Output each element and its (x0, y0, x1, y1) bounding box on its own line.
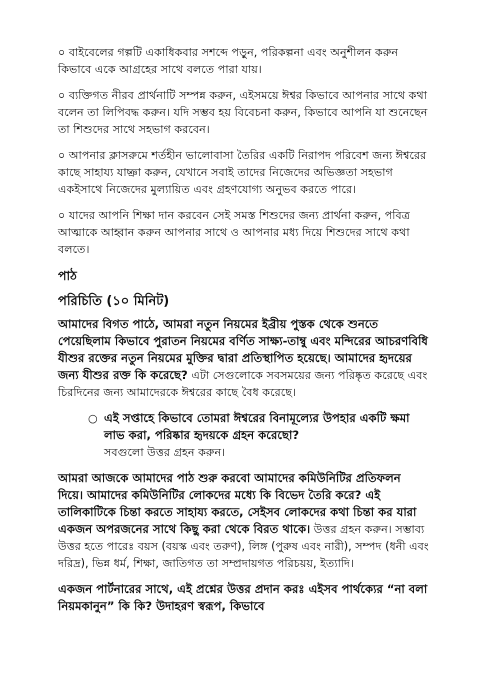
intro-paragraph (58, 316, 429, 401)
partner-paragraph (58, 581, 429, 615)
intro-bold-text: আমাদের বিগত পাঠে, আমরা নতুন নিয়মের ইব্রীয় পুস্তক থেকে শুনতে পেয়েছিলাম কিভাবে পুরাতন নিয়মের বর্ণিত সাক্ষ্য-তাম্বু এবং মন্দিরের আচরণবিধি যীশুর রক্তের নতুন নিয়মের মুক্তির দ্বারা প্রতিস্থাপিত হয়েছে। আমাদের হৃদয়ের জন্য যীশুর রক্ত কি করেছে? (58, 317, 428, 382)
preparation-list (58, 44, 429, 258)
intro-heading: পরিচিতি (১০ মিনিট) (58, 294, 170, 309)
community-paragraph (58, 470, 429, 572)
prep-item-pray-for-children: ০ যাদের আপনি শিক্ষা দান করবেন সেই সমস্ত শিশুদের জন্য প্রার্থনা করুন, পবিত্র আত্মাকে আহ্বান করুন আপনার সাথে ও আপনার মধ্য দিয়ে শিশুদের সাথে কথা বলতে। (58, 209, 410, 256)
bullet-circle-icon: ○ (88, 412, 98, 425)
intro-normal-text: এটা সেগুলোকে সবসময়ের জন্য পরিষ্কৃত করেছে এবং চিরদিনের জন্য আমাদেরকে ঈশ্বরের কাছে বৈধ করেছে। (58, 369, 428, 399)
question-bold-text: এই সপ্তাহে কিভাবে তোমরা ঈশ্বরের বিনামূল্যের উপহার একটি ক্ষমা লাভ করা, পরিষ্কার হৃদয়কে গ্রহন করেছো? (104, 411, 410, 442)
prep-item-read-story: ০ বাইবেলের গল্পটি একাধিকবার সশব্দে পড়ুন, পরিকল্পনা এবং অনুশীলন করুন কিভাবে একে আগ্রহের সাথে বলতে পারা যায়। (58, 46, 399, 76)
partner-bold-text: একজন পার্টনারের সাথে, এই প্রশ্নের উত্তর প্রদান করঃ এইসব পার্থক্যের “না বলা নিয়মকানুন” কি কি? উদাহরণ স্বরূপ, কিভাবে (58, 582, 428, 613)
lesson-heading: পাঠ (58, 268, 77, 283)
community-bold-text: আমরা আজকে আমাদের পাঠ শুরু করবো আমাদের কমিউনিটির প্রতিফলন দিয়ে। আমাদের কমিউনিটির লোকদের মধ্যে কি বিভেদ তৈরি করে? এই তালিকাটিকে চিন্তা করতে সাহায্য করতে, সেইসব লোকদের কথা চিন্তা কর যারা একজন অপরজনের সাথে কিছু করা থেকে বিরত থাকে। (58, 471, 417, 536)
prep-item-safe-environment: ০ আপনার ক্লাসরুমে শর্তহীন ভালোবাসা তৈরির একটি নিরাপদ পরিবেশ জন্য ঈশ্বরের কাছে সাহায্য যাচ্ঞা করুন, যেখানে সবাই তাদের নিজেদের অভিজ্ঞতা সহভাগ একইসাথে নিজেদের মুল্যায়িত এবং গ্রহণযোগ্য অনুভব করতে পারে। (58, 149, 427, 196)
prep-item-silent-prayer: ০ ব্যক্তিগত নীরব প্রার্থনাটি সম্পন্ন করুন, এইসময়ে ঈশ্বর কিভাবে আপনার সাথে কথা বলেন তা লিপিবদ্ধ করুন। যদি সম্ভব হয় বিবেচনা করুন, কিভাবে আপনি যা শুনেছেন তা শিশুদের সাথে সহভাগ করবেন। (58, 89, 428, 136)
question-answer-note: সবগুলো উত্তর গ্রহন করুন। (104, 446, 226, 459)
community-normal-text: উত্তর গ্রহন করুন। সম্ভাব্য উত্তর হতে পারেঃ বয়স (বয়স্ক এবং তরুণ), লিঙ্গ (পুরুষ এবং নারী), সম্পদ (ধনী এবং দরিদ্র), ভিন্ন ধর্ম, শিক্ষা, জাতিগত তা সম্প্রদায়গত পরিচয়য়, ইত্যাদি। (58, 523, 429, 570)
question-text (104, 410, 429, 461)
question-item (88, 410, 429, 461)
